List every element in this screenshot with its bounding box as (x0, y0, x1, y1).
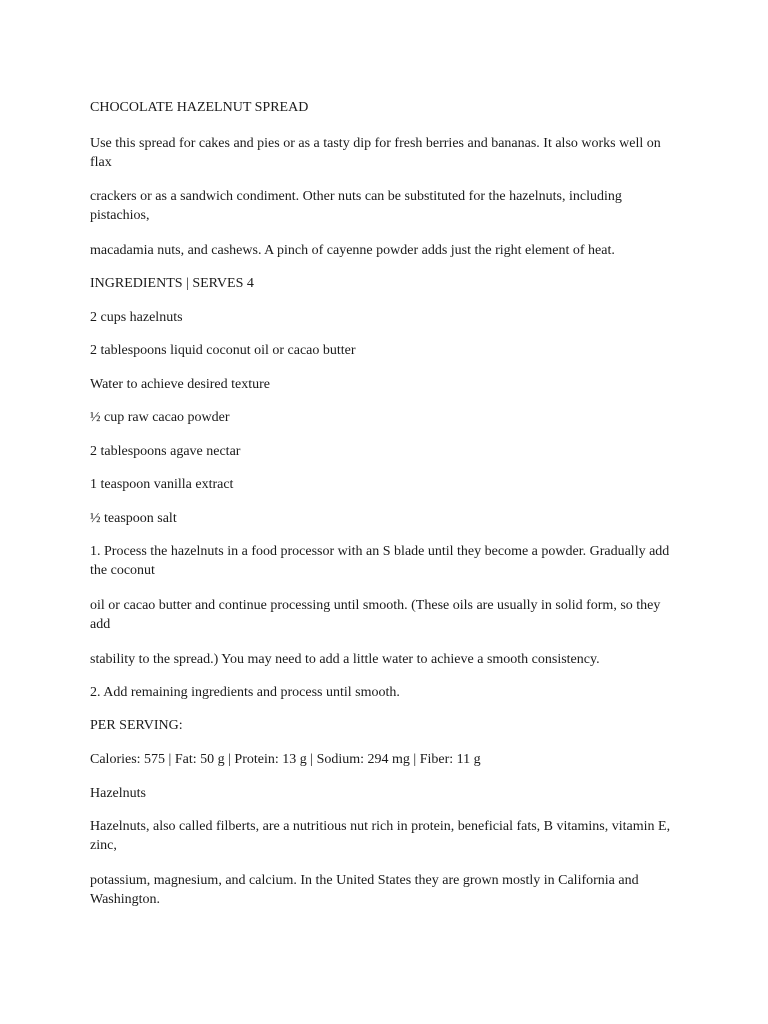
ingredient-item: 2 cups hazelnuts (90, 310, 183, 325)
intro-paragraph-3: macadamia nuts, and cashews. A pinch of cayenne powder adds just the right element of heat. (90, 243, 615, 258)
ingredients-heading: INGREDIENTS | SERVES 4 (90, 276, 254, 291)
step-paragraph-2: oil or cacao butter and continue processing until smooth. (These oils are usually in solid form, so they add (90, 598, 661, 632)
sidebar-paragraph-2: potassium, magnesium, and calcium. In the United States they are grown mostly in California and Washington. (90, 873, 639, 907)
ingredient-item: 1 teaspoon vanilla extract (90, 477, 234, 492)
intro-paragraph-2: crackers or as a sandwich condiment. Other nuts can be substituted for the hazelnuts, including pistachios, (90, 189, 622, 223)
ingredient-item: ½ cup raw cacao powder (90, 410, 230, 425)
sidebar-heading: Hazelnuts (90, 786, 146, 801)
nutrition-line: Calories: 575 | Fat: 50 g | Protein: 13 g | Sodium: 294 mg | Fiber: 11 g (90, 752, 481, 767)
step-paragraph-1: 1. Process the hazelnuts in a food processor with an S blade until they become a powder. Gradually add the coconut (90, 544, 670, 578)
step-paragraph-3: stability to the spread.) You may need to add a little water to achieve a smooth consistency. (90, 652, 600, 667)
step-paragraph-4: 2. Add remaining ingredients and process until smooth. (90, 685, 400, 700)
ingredient-item: Water to achieve desired texture (90, 377, 271, 392)
recipe-title: CHOCOLATE HAZELNUT SPREAD (90, 100, 309, 115)
sidebar-paragraph-1: Hazelnuts, also called filberts, are a nutritious nut rich in protein, beneficial fats, B vitamins, vitamin E, zinc, (90, 819, 671, 853)
ingredient-item: 2 tablespoons agave nectar (90, 444, 241, 459)
ingredient-item: 2 tablespoons liquid coconut oil or cacao butter (90, 343, 356, 358)
intro-paragraph-1: Use this spread for cakes and pies or as a tasty dip for fresh berries and bananas. It also works well on flax (90, 136, 661, 170)
ingredient-item: ½ teaspoon salt (90, 511, 177, 526)
per-serving-heading: PER SERVING: (90, 718, 183, 733)
